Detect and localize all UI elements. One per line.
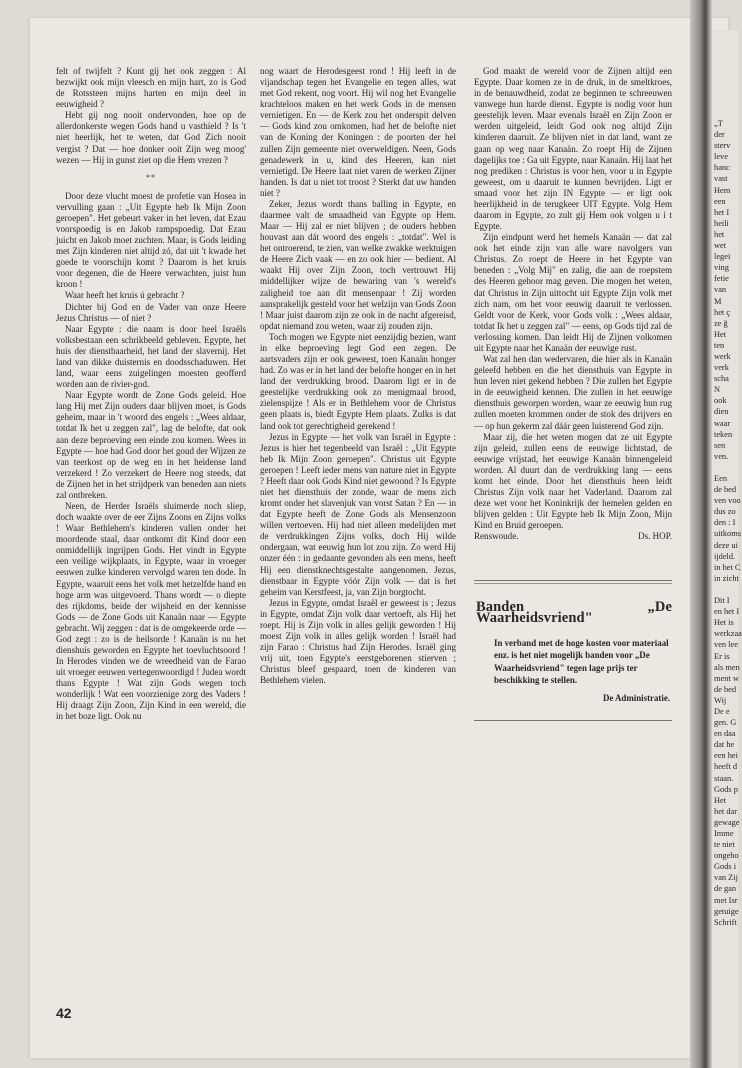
facing-page-fragment: vast [714, 174, 728, 184]
facing-page-fragment: ten [714, 340, 725, 350]
page-number: 42 [56, 1005, 72, 1021]
facing-page-fragment: uitkoms [714, 529, 741, 539]
notice-title: Banden „De Waarheidsvriend" [476, 599, 672, 627]
notice-text: In verband met de hoge kosten voor materiaal enz. is het niet mogelijk banden voor „De Waarheidsvriend" tegen lage prijs ter beschikking te stellen. [494, 637, 669, 686]
paragraph: Naar Egypte : die naam is door heel Israëls volksbestaan een schrikbeeld gebleven. Egypte, het huis der dienstbaarheid, het land der slavernij. Het land van dikke duisternis en doodsschaduwen. Het land, waar eens zuigelingen moesten geofferd worden aan de rivier-god. [56, 323, 246, 390]
facing-page-fragment: den : I [714, 518, 736, 528]
facing-page-edge [712, 30, 742, 1068]
facing-page-fragment [714, 584, 742, 595]
facing-page-fragment: Wij [714, 695, 727, 705]
facing-page-fragment: te niet [714, 840, 735, 850]
facing-page-fragment: werk [714, 351, 731, 361]
text-column-2 [260, 66, 456, 686]
facing-page-fragment: Gods i [714, 862, 737, 872]
facing-page-fragment: heeft d [714, 762, 738, 772]
article-signoff [474, 531, 672, 542]
facing-page-fragment [714, 462, 742, 473]
divider [474, 583, 672, 584]
facing-page-fragment: M [714, 296, 722, 306]
text-column-1 [56, 66, 246, 723]
signoff-author: Ds. HOP. [638, 531, 672, 542]
facing-page-fragment: ook [714, 396, 727, 406]
paragraph: Door deze vlucht moest de profetie van Hosea in vervulling gaan : „Uit Egypte heb Ik Mijn Zoon geroepen". Het gebeurt vaker in het leven, dat Ezau voorspoedig is en Jakob rampspoedig. Dat Ezau juicht en Jakob moet zuchten. Maar, is Gods leiding met Zijn kinderen niet altijd zó, dat uit 't kwade het goede te voorschijn komt ? Daarom is het kruis voor degenen, die de Heere verwachten, juist hun kroon ! [56, 190, 246, 290]
facing-page-fragment: Het is [714, 618, 734, 628]
facing-page-fragment: Imme [714, 829, 734, 838]
paragraph: Maar zij, die het weten mogen dat ze uit Egypte zijn geleid, zullen eens de eeuwige lichtstad, de eeuwige vrijstad, het eeuwige Kanaän binnengeleid worden. Al duurt dan de verdrukking lang — eens komt het einde. Door het diensthuis heen leidt Christus Zijn volk naar het Vaderland. Daarom zal deze wet voor het Koninkrijk der hemelen gelden en blijven gelden : Uit Egypte heb Ik Mijn Zoon, Mijn Kind en Bruid geroepen. [474, 431, 672, 531]
facing-page-fragment: een [714, 196, 726, 206]
facing-page-fragment: dus zo [714, 507, 736, 517]
paragraph: Jezus in Egypte, omdat Israël er geweest is ; Jezus in Egypte, omdat Zijn volk daar vertoeft, als Hij het roept. Hij is Zijn volk in alles gelijk geworden ! Hij moest Zijn volk in alles gelijk worden ! Israël had zijn Farao : Christus had Zijn Herodes. Israël ging vrij uit, toen Egypte's eerstgeborenen stierven ; Christus bleef gespaard, toen de kinderen van Bethlehem vielen. [260, 597, 456, 686]
divider [474, 720, 672, 721]
facing-page-fragment: heili [714, 218, 729, 228]
facing-page-fragment: ven voo [714, 496, 741, 506]
facing-page-fragment: en daa [714, 729, 736, 739]
facing-page-fragment: getuige [714, 906, 739, 916]
paragraph: nog waart de Herodesgeest rond ! Hij leeft in de vijandschap tegen het Evangelie en tegen alles, wat met God rekent, nog voort. Hij wil nog het Evangelie krachteloos maken en het werk Gods in de mensen vernietigen. En — de Kerk zou het onderspit delven — Gods kind zou omkomen, had het de belofte niet van de Koning der Koningen : de poorten der hel zullen Zijn gemeente niet overweldigen. Neen, Gods genadewerk in u, kind des Heeren, kan niet vernietigd. De Heere laat niet varen de werken Zijner handen. Is dat u niet tot troost ? Sterkt dat uw handen niet ? [260, 66, 456, 198]
facing-page-fragment: ving [714, 263, 729, 273]
facing-page-fragment: het dar [714, 806, 738, 816]
notice-box [474, 580, 672, 721]
facing-page-fragment: sen [714, 440, 726, 450]
facing-page-fragment: staan. [714, 773, 734, 783]
paragraph: felt of twijfelt ? Kunt gij het ook zeggen : Al bezwijkt ook mijn vleesch en mijn hart, zo is God de Rotssteen mijns harten en mijn deel in eeuwigheid ? [56, 66, 246, 110]
facing-page-fragment: van [714, 285, 727, 295]
facing-page-fragment: Schrift [714, 917, 737, 927]
facing-page-fragment: N [714, 385, 721, 395]
facing-page-fragment: in het C [714, 562, 741, 572]
facing-page-fragment: wet [714, 241, 727, 251]
facing-page-fragment: ven lee [714, 640, 738, 650]
facing-page-fragment: Er is [714, 651, 730, 661]
facing-page-fragment: deze ui [714, 540, 738, 550]
notice-signature: De Administratie. [602, 692, 670, 703]
facing-page-fragment: de bed [714, 485, 737, 495]
facing-page-fragment: Dit I [714, 596, 730, 606]
section-separator: ** [146, 172, 156, 182]
facing-page-fragment: een hei [714, 751, 738, 761]
facing-page-fragment: als men [714, 662, 740, 672]
facing-page-fragment: van Zij [714, 873, 738, 883]
text-column-3 [474, 66, 672, 721]
facing-page-fragment: het I [714, 207, 730, 217]
facing-page-fragment: ze ğ [714, 318, 728, 328]
paragraph: Naar Egypte wordt de Zone Gods geleid. Hoe lang Hij met Zijn ouders daar blijven moet, is Gods geheim, maar in 't woord des engels : „Wees aldaar, totdat Ik het u zeggen zal", lag de belofte, dat ook aan deze beproeving een einde zou komen. Wees in Egypte — hoe had God door het goud der Wijzen ze van teerkost op de weg en in het heidense land verzekerd ! Zo verzekert de Heere nog steeds, dat de Zijnen het in het strijdperk van beneden aan niets zal ontbreken. [56, 390, 246, 500]
facing-page-fragment: dien [714, 407, 729, 417]
facing-page-fragment: gewage [714, 817, 740, 827]
facing-page-fragment: legei [714, 252, 731, 262]
divider [474, 580, 672, 581]
paragraph: God maakt de wereld voor de Zijnen altijd een Egypte. Daar komen ze in de druk, in de smeltkroes, in de benauwdheid, zodat ze beginnen te schreeuwen vanwege hun harde dienst. Egypte is nodig voor hun geestelijk leven. Maar evenals Israël en Zijn Zoon er werden uitgeleid, leidt God ook nog altijd Zijn kinderen daaruit. Ze blijven niet in dat land, want ze gaan op weg naar Kanaän. Zo roept Hij de Zijnen dagelijks toe : Ga uit Egypte, naar Kanaän. Hij laat het nog prediken : Christus is voor hen, voor u in Egypte geweest, om u daaruit te kunnen bevrijden. Ligt er smaad voor het zijn IN Egypte — er ligt ook heerlijkheid in de terugkeer UIT Egypte. Volg Hem daarom in Egypte, zo zult gij Hem ook volgen u i t Egypte. [474, 66, 672, 232]
book-gutter [690, 0, 712, 1068]
facing-page-fragment: leve [714, 152, 728, 162]
facing-page-fragment: de bed [714, 684, 737, 694]
facing-page-fragment: scha [714, 374, 729, 384]
paragraph: Neen, de Herder Israëls sluimerde noch sliep, doch waakte over de eer Zijns Zoons en Zijns volks ! Waar Bethlehem's kinderen vallen onder het moordende staal, daar ontkomt dit Kind door een onmiddellijk ingrijpen Gods. Het vindt in Egypte een veilige wijkplaats, in Egypte, waar in vroeger eeuwen zulke kinderen vervolgd waren ten dode. In Egypte, waaruit eens het volk met hetzelfde hand en hoge arm was uitgevoerd. Thans wordt — o diepte des rijkdoms, beide der wijsheid en der kennisse Gods — de Zone Gods uit Kanaän naar — Egypte gebracht. Wij zeggen : dat is de omgekeerde orde — God zegt : zo is de heilsorde ! Kanaän is nu het dienshuis geworden en Egypte het toevluchtsoord ! In Herodes vinden we de wreedheid van de Farao uit vroeger eeuwen vertegenwoordigd ! Judea wordt thans Egypte ! Wat zijn Gods wegen toch wonderlijk ! Wat een voorzienige zorg des Vaders ! Hij draagt Zijn Zoon, Zijn Kind in een wereld, die in het boze ligt. Ook nu [56, 500, 246, 722]
facing-page-fragment: teken [714, 429, 733, 439]
facing-page-text-fragments [714, 118, 742, 928]
facing-page-fragment: met Isr [714, 895, 738, 905]
facing-page-fragment: ongeho [714, 851, 739, 861]
facing-page-fragment: Een [714, 474, 728, 483]
facing-page-fragment: ijdeld. [714, 551, 736, 561]
signoff-place: Renswoude. [474, 531, 519, 542]
paragraph: Zeker, Jezus wordt thans balling in Egypte, en daarmee valt de smaadheid van Egypte op Hem. Maar — Hij zal er niet blijven ; de ouders hebben houvast aan dát woord des engels : „totdat". Wel is het ontroerend, te zien, van welke zwakke werktuigen de Heere Zich vaak — en zo ook hier — bedient. Al waakt Hij over Zijn Zoon, toch vertrouwt Hij middellijker wijze de bewaring van 's wereld's zaligheid toe aan dit mensenpaar ! Zij worden aansprakelijk gesteld voor het welzijn van Gods Zoon ! Maar juist daarom zijn ze ook in de nacht afgereisd, opdat niemand zou weten, waar zij zouden zijn. [260, 198, 456, 331]
facing-page-fragment: dat he [714, 740, 735, 750]
facing-page-fragment: Gods p [714, 784, 738, 794]
paragraph: Wat zal hen dan wedervaren, die hier als in Kanaän geleefd hebben en die het diensthuis van Egypte in hun leven niet gekend hebben ? Die zullen het Egypte in de eeuwigheid kennen. Die zullen in het eeuwige diensthuis geworpen worden, waar ze eeuwig hun rug zullen moeten krommen onder de stok des drijvers en — op hun gekerm zal dáár geen luisterend God zijn. [474, 354, 672, 431]
facing-page-fragment: hanc [714, 163, 730, 173]
facing-page-fragment: de gan [714, 884, 737, 894]
facing-page-fragment: waar [714, 418, 731, 428]
facing-page-fragment: verk [714, 363, 729, 373]
facing-page-fragment: gen. G [714, 718, 737, 728]
facing-page-fragment: het ç [714, 307, 731, 317]
paragraph: Waar heeft het kruis ú gebracht ? [65, 290, 185, 301]
facing-page-fragment: en het I [714, 607, 740, 617]
facing-page-fragment: Het [714, 329, 727, 339]
paragraph: Zijn eindpunt werd het hemels Kanaän — dat zal ook het einde zijn van alle ware navolgers van Christus. Zo roept de Heere in het Egypte van beneden : „Volg Mij" en zalig, die aan de roepstem des Heeren gehoor mag geven. Die mogen het weten, dat Christus in Zijn uittocht uit Egypte Zijn volk met zich nam, om het voor eeuwig daaruit te verlossen. Geldt voor de Kerk, voor Gods volk : „Wees aldaar, totdat Ik het u zeggen zal" — eens, op Gods tijd zal de verlossing komen. Dan leidt Hij de Zijnen volkomen uit Egypte naar het Kanaän der eeuwige rust. [474, 232, 672, 353]
facing-page-fragment: De e [714, 706, 730, 716]
facing-page-fragment: Hem [714, 185, 731, 195]
paragraph: Dichter bij God en de Vader van onze Heere Jezus Christus — of niet ? [56, 301, 246, 323]
facing-page-fragment: sterv [714, 141, 731, 151]
facing-page-fragment: ment w [714, 673, 739, 683]
facing-page-fragment: werkzaa [714, 629, 742, 639]
facing-page-fragment: der [714, 130, 725, 140]
facing-page-fragment: ven. [714, 451, 729, 461]
paragraph: Hebt gij nog nooit ondervonden, hoe op de allerdonkerste wegen Gods hand u vasthield ? Is 't niet heerlijk, het te weten, dat God Zich nooit vergist ? Dat — hoe donker ooit Zijn weg moog' wezen — Hij in gunst ziet op die Hem vrezen ? [56, 110, 246, 165]
facing-page-fragment: in zicht [714, 573, 739, 583]
paragraph: Jezus in Egypte — het volk van Israël in Egypte : Jezus is hier het tegenbeeld van Israël : „Uit Egypte heb Ik Mijn Zoon geroepen". Christus uit Egypte geroepen ! Leeft ieder mens van nature niet in Egypte ? Heeft daar ook Gods Kind niet gewoond ? Is Egypte niet het diensthuis der zonde, waar de mens zich kromt onder het slavenjuk van vorst Satan ? En — in dat Egypte heeft de Zone Gods als Mensenzoon willen vertoeven. Hij had niet alleen medelijden met de verdrukkingen Zijns volks, doch Hij wilde ondergaan, wat eeuwig hun lot zou zijn. Zo werd Hij onzer één : in gedaante gevonden als een mens, heeft Hij een dienstknechtsgestalte aangenomen. Jezus, dienstbaar in Egypte vóór Zijn volk — dat is het geheim van Kerstfeest, ja, van Zijn borgtocht. [260, 431, 456, 597]
paragraph: Toch mogen we Egypte niet eenzijdig bezien, want in elke beproeving legt God een zegen. De aartsvaders zijn er ook geweest, toen Kanaän honger had. Zo was er in het land der belofte honger en in het land der verdrukking brood. Daarom ligt er in de geestelijke verdrukking ook zo menigmaal brood, zielenspijze ! Als er in Bethlehem voor de Christus geen plaats is, biedt Egypte Hem plaats. Zulks is dat land ook tot gerechtigheid gerekend ! [260, 331, 456, 431]
facing-page-fragment: „T [714, 119, 723, 128]
facing-page-fragment: fetie [714, 274, 729, 284]
facing-page-fragment: het [714, 229, 725, 239]
facing-page-fragment: Het [714, 795, 727, 805]
